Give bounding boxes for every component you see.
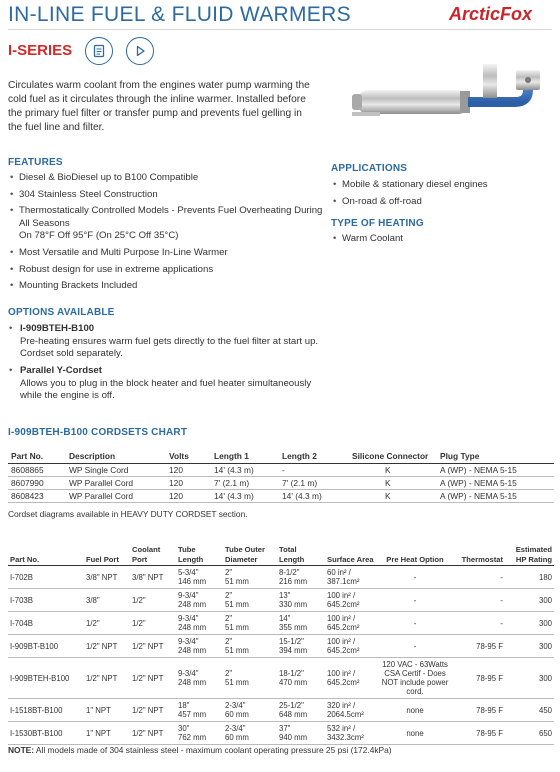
table-row xyxy=(8,658,554,699)
page-title: IN-LINE FUEL & FLUID WARMERS xyxy=(8,3,351,26)
cell-value: I-909BTEH-B100 xyxy=(10,673,70,683)
table-cell xyxy=(277,589,325,612)
table-cell xyxy=(130,589,176,612)
table-cell: WP Parallel Cord xyxy=(66,490,166,503)
heating-list xyxy=(331,233,551,250)
table-cell: 8608423 xyxy=(8,490,66,503)
cell-value: - xyxy=(500,572,503,582)
cell-value: 1/2" NPT xyxy=(132,641,164,651)
table-cell xyxy=(176,722,223,745)
cell-value: 1/2" NPT xyxy=(132,673,164,683)
cell-value: 78-95 F xyxy=(476,673,503,683)
cell-value: I-909BT-B100 xyxy=(10,641,59,651)
table-row xyxy=(8,464,554,477)
cell-value: 650 xyxy=(538,728,552,738)
table-cell xyxy=(130,635,176,658)
video-play-button[interactable] xyxy=(126,37,154,65)
document-button[interactable] xyxy=(85,37,113,65)
cell-value: 60 mm xyxy=(225,733,249,742)
cell-value: 51 mm xyxy=(225,623,249,632)
table-cell xyxy=(223,658,277,699)
cordset-note: Cordset diagrams available in HEAVY DUTY CORDSET section. xyxy=(8,509,248,519)
cordsets-table xyxy=(8,449,554,503)
cell-value: 180 xyxy=(538,572,552,582)
table-cell xyxy=(84,566,130,589)
table-row xyxy=(8,722,554,745)
cell-value: 3/8" NPT xyxy=(86,572,118,582)
table-cell: A (WP) - NEMA 5-15 xyxy=(437,490,554,503)
cell-value: 645.2cm² xyxy=(327,678,360,687)
table-cell xyxy=(377,612,453,635)
table-cell xyxy=(84,635,130,658)
cell-value: 645.2cm² xyxy=(327,646,360,655)
header-divider xyxy=(8,29,552,30)
table-cell xyxy=(176,699,223,722)
cell-value: 457 mm xyxy=(178,710,207,719)
cell-value: 2064.5cm² xyxy=(327,710,364,719)
table-cell xyxy=(223,566,277,589)
cell-value: I-702B xyxy=(10,572,33,582)
cell-value: 2" xyxy=(225,637,233,646)
cell-value: - xyxy=(500,595,503,605)
table-cell xyxy=(277,699,325,722)
cell-value: 2" xyxy=(225,591,233,600)
table-cell xyxy=(453,612,505,635)
cell-value: 60 in² / xyxy=(327,568,351,577)
cell-value: 3/8" xyxy=(86,595,100,605)
cell-value: 3432.3cm² xyxy=(327,733,364,742)
table-cell xyxy=(377,658,453,699)
cell-value: 13" xyxy=(279,591,291,600)
table-cell xyxy=(130,658,176,699)
table-cell xyxy=(277,566,325,589)
table-cell xyxy=(223,612,277,635)
cell-value: 18-1/2" xyxy=(279,669,304,678)
arctic-fox-logo xyxy=(446,0,550,28)
table-cell: 7' (2.1 m) xyxy=(211,477,279,490)
table-cell xyxy=(453,566,505,589)
svg-text:ArcticFox: ArcticFox xyxy=(449,4,533,24)
option-name: Parallel Y-Cordset xyxy=(20,365,102,376)
cell-value: 762 mm xyxy=(178,733,207,742)
table-cell xyxy=(130,566,176,589)
column-header: Part No. xyxy=(8,544,84,566)
table-cell xyxy=(325,635,377,658)
cell-value: 532 in² / xyxy=(327,724,356,733)
cell-value: 355 mm xyxy=(279,623,308,632)
cell-value: 248 mm xyxy=(178,623,207,632)
column-header: Fuel Port xyxy=(84,544,130,566)
table-cell: K xyxy=(349,490,437,503)
table-cell xyxy=(223,699,277,722)
cell-value: I-1530BT-B100 xyxy=(10,728,63,738)
table-cell: 14' (4.3 m) xyxy=(211,464,279,477)
table-cell xyxy=(453,658,505,699)
intro-paragraph: Circulates warm coolant from the engines water pump warming the cold fuel as it circulates through the inline warmer. Installed before the primary fuel filter or transfer pump and prevents fuel gelling in the fuel line and filter. xyxy=(8,80,310,133)
cell-value: 1/2" NPT xyxy=(132,705,164,715)
table-row xyxy=(8,490,554,503)
cell-value: 51 mm xyxy=(225,600,249,609)
table-cell xyxy=(84,612,130,635)
table-cell xyxy=(8,658,84,699)
option-description: Pre-heating ensures warm fuel gets directly to the fuel filter at start up. Cordset sold separately. xyxy=(20,335,319,360)
table-header-row xyxy=(8,544,554,566)
cell-value: 2" xyxy=(225,669,233,678)
column-header: Surface Area xyxy=(325,544,377,566)
features-list xyxy=(8,172,328,297)
play-icon xyxy=(133,44,147,58)
column-header: Estimated HP Rating xyxy=(505,544,554,566)
footnote xyxy=(8,745,392,755)
cell-value: I-703B xyxy=(10,595,33,605)
table-cell: 14' (4.3 m) xyxy=(279,490,349,503)
cell-value: 15-1/2" xyxy=(279,637,304,646)
cell-value: 1/2" xyxy=(86,618,100,628)
list-item: • On-road & off-road xyxy=(331,196,551,209)
column-header: Description xyxy=(66,449,166,464)
table-cell xyxy=(505,722,554,745)
table-cell: K xyxy=(349,464,437,477)
cell-value: 100 in² / xyxy=(327,669,356,678)
table-cell xyxy=(453,635,505,658)
cell-value: 18" xyxy=(178,701,190,710)
table-cell xyxy=(505,658,554,699)
column-header: Silicone Connector xyxy=(349,449,437,464)
list-item: • Robust design for use in extreme applications xyxy=(8,264,328,277)
table-cell xyxy=(84,589,130,612)
footnote-label: NOTE: xyxy=(8,745,35,755)
table-cell xyxy=(84,699,130,722)
cell-value: - xyxy=(500,618,503,628)
specs-table xyxy=(8,544,554,745)
table-cell: 120 xyxy=(166,477,211,490)
footnote-text: All models made of 304 stainless steel - maximum coolant operating pressure 25 psi (172.4kPa) xyxy=(34,745,392,755)
table-cell xyxy=(223,589,277,612)
table-row xyxy=(8,566,554,589)
cell-value: 2-3/4" xyxy=(225,724,246,733)
cell-value: 1/2" NPT xyxy=(86,641,118,651)
column-header: Coolant Port xyxy=(130,544,176,566)
table-cell: 120 xyxy=(166,464,211,477)
cell-value: 2" xyxy=(225,568,233,577)
table-cell xyxy=(505,612,554,635)
table-cell xyxy=(277,612,325,635)
cell-value: I-1518BT-B100 xyxy=(10,705,63,715)
list-item-subtext: On 78°F Off 95°F (On 25°C Off 35°C) xyxy=(19,230,179,242)
cell-value: 940 mm xyxy=(279,733,308,742)
cell-value: 120 VAC - 63Watts CSA Certif - Does NOT include power cord. xyxy=(381,660,449,696)
list-item: • 304 Stainless Steel Construction xyxy=(8,189,328,202)
cell-value: 470 mm xyxy=(279,678,308,687)
table-cell xyxy=(176,566,223,589)
cell-value: 51 mm xyxy=(225,646,249,655)
column-header: Length 1 xyxy=(211,449,279,464)
cell-value: - xyxy=(413,641,417,651)
table-cell xyxy=(325,722,377,745)
option-name: I-909BTEH-B100 xyxy=(20,323,95,334)
cell-value: 1" NPT xyxy=(86,705,111,715)
list-item-text: Thermostatically Controlled Models - Prevents Fuel Overheating During All Seasons xyxy=(19,205,323,229)
cell-value: 248 mm xyxy=(178,600,207,609)
cell-value: 9-3/4" xyxy=(178,614,199,623)
table-cell xyxy=(505,589,554,612)
heating-heading: TYPE OF HEATING xyxy=(331,218,424,229)
table-cell xyxy=(325,566,377,589)
cell-value: 5-3/4" xyxy=(178,568,199,577)
cell-value: - xyxy=(413,595,417,605)
table-row xyxy=(8,477,554,490)
cell-value: 300 xyxy=(538,641,552,651)
cell-value: 3/8" NPT xyxy=(132,572,164,582)
cell-value: 216 mm xyxy=(279,577,308,586)
cell-value: 394 mm xyxy=(279,646,308,655)
table-cell xyxy=(277,635,325,658)
table-cell xyxy=(325,699,377,722)
list-item: • Warm Coolant xyxy=(331,233,551,246)
column-header: Tube Outer Diameter xyxy=(223,544,277,566)
table-cell xyxy=(377,566,453,589)
cell-value: 100 in² / xyxy=(327,637,356,646)
column-header: Volts xyxy=(166,449,211,464)
cell-value: - xyxy=(413,618,417,628)
table-cell xyxy=(505,699,554,722)
table-cell xyxy=(505,566,554,589)
cell-value: none xyxy=(406,728,424,738)
cell-value: 2-3/4" xyxy=(225,701,246,710)
table-cell: 7' (2.1 m) xyxy=(279,477,349,490)
table-cell: 8608865 xyxy=(8,464,66,477)
table-row xyxy=(8,699,554,722)
table-cell xyxy=(277,658,325,699)
table-cell xyxy=(8,699,84,722)
cell-value: 8-1/2" xyxy=(279,568,300,577)
table-cell: K xyxy=(349,477,437,490)
cell-value: 330 mm xyxy=(279,600,308,609)
table-cell xyxy=(84,658,130,699)
column-header: Part No. xyxy=(8,449,66,464)
table-cell xyxy=(277,722,325,745)
cell-value: 78-95 F xyxy=(476,705,503,715)
cell-value: 60 mm xyxy=(225,710,249,719)
list-item xyxy=(8,205,328,243)
table-cell xyxy=(8,589,84,612)
cell-value: 645.2cm² xyxy=(327,600,360,609)
table-cell xyxy=(505,635,554,658)
cell-value: 1" NPT xyxy=(86,728,111,738)
table-cell: WP Parallel Cord xyxy=(66,477,166,490)
cell-value: 146 mm xyxy=(178,577,207,586)
cell-value: 37" xyxy=(279,724,291,733)
column-header: Length 2 xyxy=(279,449,349,464)
table-cell xyxy=(377,722,453,745)
table-row xyxy=(8,589,554,612)
table-cell xyxy=(453,589,505,612)
cell-value: 100 in² / xyxy=(327,614,356,623)
cell-value: 387.1cm² xyxy=(327,577,360,586)
options-heading: OPTIONS AVAILABLE xyxy=(8,307,115,318)
cell-value: 1/2" xyxy=(132,595,146,605)
cell-value: none xyxy=(406,705,424,715)
option-description: Allows you to plug in the block heater and fuel heater simultaneously while the engine is off. xyxy=(20,377,312,402)
table-cell xyxy=(325,658,377,699)
column-header: Plug Type xyxy=(437,449,554,464)
column-header: Thermostat xyxy=(453,544,505,566)
table-cell xyxy=(8,722,84,745)
table-cell: A (WP) - NEMA 5-15 xyxy=(437,464,554,477)
cell-value: 25-1/2" xyxy=(279,701,304,710)
cell-value: 450 xyxy=(538,705,552,715)
features-heading: FEATURES xyxy=(8,157,63,168)
list-item: • Most Versatile and Multi Purpose In-Line Warmer xyxy=(8,247,328,260)
cordsets-heading: I-909BTEH-B100 CORDSETS CHART xyxy=(8,427,188,438)
table-cell xyxy=(176,658,223,699)
table-cell: 120 xyxy=(166,490,211,503)
cell-value: 320 in² / xyxy=(327,701,356,710)
table-cell: A (WP) - NEMA 5-15 xyxy=(437,477,554,490)
cell-value: 78-95 F xyxy=(476,641,503,651)
cell-value: 2" xyxy=(225,614,233,623)
cell-value: 300 xyxy=(538,618,552,628)
applications-list xyxy=(331,179,551,212)
cell-value: 1/2" NPT xyxy=(132,728,164,738)
table-cell xyxy=(377,635,453,658)
table-cell: - xyxy=(279,464,349,477)
cell-value: 1/2" xyxy=(132,618,146,628)
table-cell xyxy=(8,612,84,635)
table-row xyxy=(8,635,554,658)
table-cell xyxy=(130,612,176,635)
table-cell xyxy=(176,589,223,612)
table-cell: 8607990 xyxy=(8,477,66,490)
cell-value: 100 in² / xyxy=(327,591,356,600)
table-cell xyxy=(176,635,223,658)
cell-value: 14" xyxy=(279,614,291,623)
table-cell: WP Single Cord xyxy=(66,464,166,477)
table-cell xyxy=(8,635,84,658)
table-cell xyxy=(377,589,453,612)
table-header-row xyxy=(8,449,554,464)
cell-value: 648 mm xyxy=(279,710,308,719)
cell-value: 248 mm xyxy=(178,646,207,655)
table-cell xyxy=(325,589,377,612)
cell-value: 30" xyxy=(178,724,190,733)
table-cell xyxy=(176,612,223,635)
column-header: Tube Length xyxy=(176,544,223,566)
table-cell xyxy=(84,722,130,745)
cell-value: 9-3/4" xyxy=(178,669,199,678)
applications-heading: APPLICATIONS xyxy=(331,163,408,174)
table-cell xyxy=(453,699,505,722)
table-cell xyxy=(130,699,176,722)
table-cell: 14' (4.3 m) xyxy=(211,490,279,503)
cell-value: 248 mm xyxy=(178,678,207,687)
table-cell xyxy=(223,635,277,658)
cell-value: I-704B xyxy=(10,618,33,628)
column-header: Pre Heat Option xyxy=(377,544,453,566)
table-row xyxy=(8,612,554,635)
table-cell xyxy=(8,566,84,589)
table-cell xyxy=(453,722,505,745)
cell-value: 51 mm xyxy=(225,678,249,687)
option-item: • Parallel Y-Cordset Allows you to plug in the block heater and fuel heater simultaneously while the engine is off. xyxy=(20,365,320,403)
document-icon xyxy=(92,44,106,58)
list-item: • Mounting Brackets Included xyxy=(8,280,328,293)
table-cell xyxy=(377,699,453,722)
cell-value: 9-3/4" xyxy=(178,637,199,646)
cell-value: 300 xyxy=(538,595,552,605)
cell-value: 1/2" NPT xyxy=(86,673,118,683)
table-cell xyxy=(325,612,377,635)
table-cell xyxy=(223,722,277,745)
cell-value: - xyxy=(413,572,417,582)
option-item: • I-909BTEH-B100 Pre-heating ensures warm fuel gets directly to the fuel filter at start up. Cordset sold separately. xyxy=(9,323,319,360)
column-header: Total Length xyxy=(277,544,325,566)
list-item: • Mobile & stationary diesel engines xyxy=(331,179,551,192)
cell-value: 645.2cm² xyxy=(327,623,360,632)
cell-value: 9-3/4" xyxy=(178,591,199,600)
in-line-warmer-photo xyxy=(340,60,554,126)
list-item: • Diesel & BioDiesel up to B100 Compatible xyxy=(8,172,328,185)
series-label: I-SERIES xyxy=(8,42,73,59)
cell-value: 300 xyxy=(538,673,552,683)
table-cell xyxy=(130,722,176,745)
cell-value: 78-95 F xyxy=(476,728,503,738)
cell-value: 51 mm xyxy=(225,577,249,586)
